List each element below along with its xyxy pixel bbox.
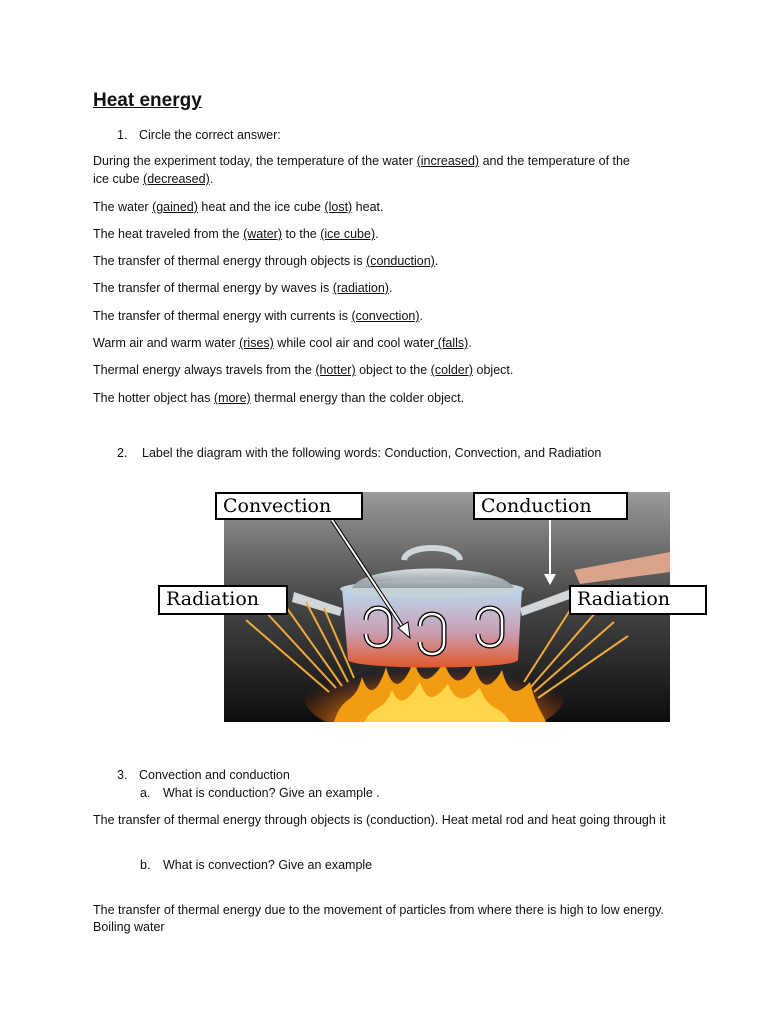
label-conduction: Conduction [473,492,628,520]
q1-sentence-2: The water (gained) heat and the ice cube (lost) heat. [93,200,384,214]
q1-sentence-3: The heat traveled from the (water) to the (ice cube). [93,227,379,241]
answer-ice-cube: (ice cube) [320,227,376,241]
q3a-letter: a. [140,786,151,800]
q1-sentence-6: The transfer of thermal energy with currents is (convection). [93,309,424,323]
answer-hotter: (hotter) [315,363,356,377]
q2-number: 2. [117,446,128,460]
q1-sentence-8: Thermal energy always travels from the (hotter) object to the (colder) object. [93,363,514,377]
q2-prompt: Label the diagram with the following words: Conduction, Convection, and Radiation [142,446,602,460]
q1-sentence-4: The transfer of thermal energy through objects is (conduction). [93,254,439,268]
q1-sentence-1a: During the experiment today, the temperature of the water (increased) and the temperature of the [93,154,630,168]
q3b-answer: The transfer of thermal energy due to the movement of particles from where there is high to low energy. Boiling water [93,903,664,934]
q1-number: 1. [117,128,128,142]
q3b-letter: b. [140,858,151,872]
label-radiation-left: Radiation [158,585,288,615]
q3-number: 3. [117,768,128,782]
answer-conduction: (conduction) [366,254,435,268]
answer-increased: (increased) [416,154,480,168]
q1-sentence-9: The hotter object has (more) thermal energy than the colder object. [93,391,465,405]
answer-falls: (falls) [434,336,469,350]
answer-rises: (rises) [239,336,274,350]
answer-convection: (convection) [351,309,420,323]
answer-decreased: (decreased) [143,172,210,186]
answer-radiation: (radiation) [332,281,389,295]
answer-more: (more) [213,391,251,405]
label-radiation-right: Radiation [569,585,707,615]
q1-prompt: Circle the correct answer: [139,128,281,142]
answer-gained: (gained) [152,200,198,214]
q1-sentence-1b: ice cube (decreased). [93,172,214,186]
answer-water: (water) [243,227,282,241]
q3a-prompt: What is conduction? Give an example . [163,786,380,800]
q3b-prompt: What is convection? Give an example [163,858,373,872]
q1-sentence-7: Warm air and warm water (rises) while cool air and cool water (falls). [93,336,472,350]
answer-lost: (lost) [324,200,353,214]
answer-colder: (colder) [430,363,474,377]
q1-sentence-5: The transfer of thermal energy by waves is (radiation). [93,281,393,295]
q3-prompt: Convection and conduction [139,768,290,782]
q3a-answer: The transfer of thermal energy through objects is (conduction). Heat metal rod and heat going through it [93,813,666,827]
page-title: Heat energy [93,90,202,111]
label-convection: Convection [215,492,363,520]
